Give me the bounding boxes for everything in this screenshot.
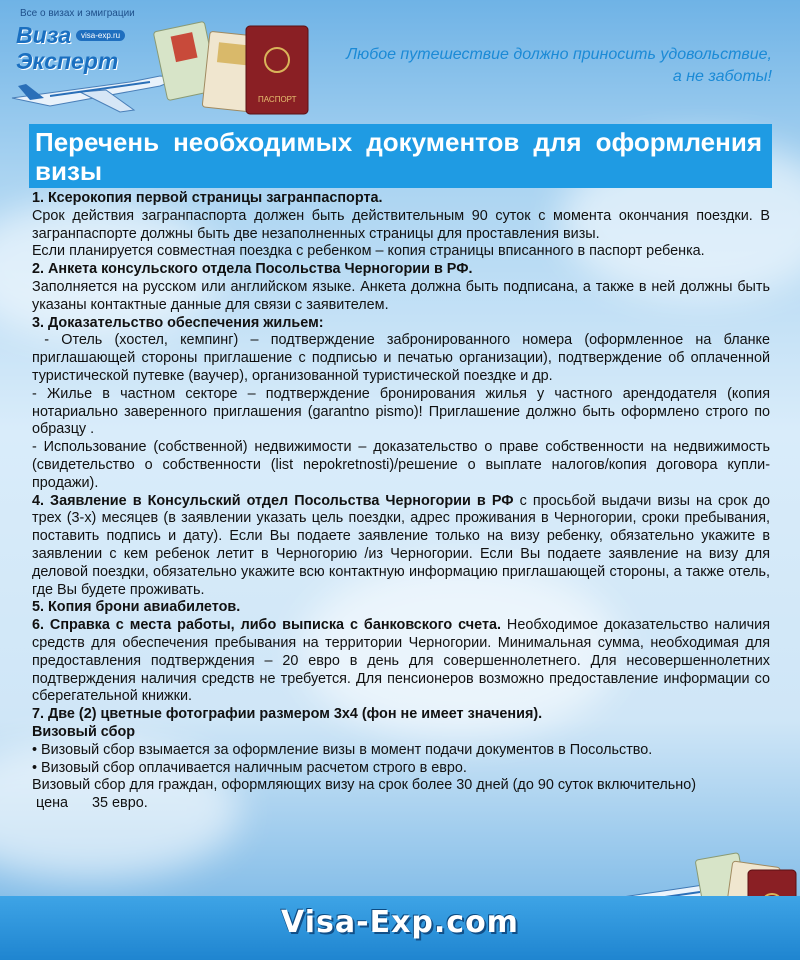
passport-label: ПАСПОРТ [258,95,297,104]
section-3-text-1: - Отель (хостел, кемпинг) – подтверждение забронированного номера (оформленное на бланке приглашающей стороны приглашение с подписью и печатью организации), подтверждение об оплаченной туристической путевке (ваучер), организованной туристической поездке и др. [32,332,775,384]
section-2 [32,261,770,279]
section-3-heading: 3. Доказательство обеспечения жильем: [32,314,324,331]
section-6 [32,617,770,706]
section-1-text-1: Срок действия загранпаспорта должен быть действительным 90 суток с момента окончания поездки. В загранпаспорте должны быть две незаполненных страницы для проставления визы. [32,207,770,242]
page-header [0,0,800,122]
section-1 [32,190,770,208]
visa-fee-bullet-2: • Визовый сбор оплачивается наличным расчетом строго в евро. [32,759,467,776]
page-title: Перечень необходимых документов для оформления визы [35,127,762,186]
logo-word-expert: Эксперт [16,48,119,74]
visa-fee-price [32,795,770,813]
airplane-passports-illustration [10,20,320,120]
footer-brand[interactable]: Visa-Exp.com [281,905,519,940]
visa-fee-text: Визовый сбор для граждан, оформляющих визу на срок более 30 дней (до 90 суток включительно) [32,777,697,794]
logo-url-badge: visa-exp.ru [76,30,125,41]
section-2-text-1: Заполняется на русском или английском языке. Анкета должна быть подписана, а также в ней должны быть указаны контактные данные для связи с заявителем. [32,278,770,313]
airplane-icon [12,76,180,112]
section-2-heading: 2. Анкета консульского отдела Посольства Черногории в РФ. [32,261,473,278]
slogan-line-1: Любое путешествие должно приносить удовольствие, [346,46,772,63]
section-3-text-2: - Жилье в частном секторе – подтверждение бронирования жилья у частного арендодателя (копия нотариально заверенного приглашения (garantno pismo)! Приглашение должно быть оформлено строго по образцу . [32,385,770,438]
section-6-heading: 6. Справка с места работы, либо выписка с банковского счета. [32,617,501,634]
visa-fee-price-value: 35 евро. [92,795,148,812]
page-title-bar [29,124,772,188]
visa-fee-bullet-1: • Визовый сбор взымается за оформление визы в момент подачи документов в Посольство. [32,741,653,758]
section-4-heading: 4. Заявление в Консульский отдел Посольства Черногории в РФ [32,492,514,509]
section-3 [32,315,770,333]
section-5-heading: 5. Копия брони авиабилетов. [32,599,241,616]
section-4 [32,493,770,600]
site-logo[interactable] [10,20,320,120]
visa-fee-section [32,724,770,742]
top-tagline: Все о визах и эмиграции [20,8,135,19]
section-6-text: Необходимое доказательство наличия средств для обеспечения пребывания на территории Черногории. Минимальная сумма, необходимая для предоставления подтверждения – 20 евро в день для совершеннолетнего. Для несовершеннолетних подтверждения наличия средств не требуется. Для пенсионеров возможно предоставление информации со сберегательной книжки. [32,617,770,705]
header-slogan [292,44,772,88]
visa-fee-heading: Визовый сбор [32,723,136,740]
section-7 [32,706,770,724]
section-4-text: с просьбой выдачи визы на срок до трех (3-х) месяцев (в заявлении указать цель поездки, адрес проживания в Черногории, сроки пребывания, поставить подпись и дату). Если Вы подаете заявление только на визу ребенку, обязательно укажите в заявлении с кем ребенок летит в Черногорию /из Черногории. Если Вы подаете заявление на визу для деловой поездки, обязательно укажите всю контактную информацию приглашающей стороны, а также отель, где Вы будете проживать. [32,492,771,598]
section-7-heading: 7. Две (2) цветные фотографии размером 3х4 (фон не имеет значения). [32,706,543,723]
section-1-text-2: Если планируется совместная поездка с ребенком – копия страницы вписанного в паспорт ребенка. [32,243,705,260]
section-1-heading: 1. Ксерокопия первой страницы загранпаспорта. [32,190,383,206]
visa-fee-price-label: цена [32,795,69,812]
section-5 [32,599,770,617]
slogan-line-2: а не заботы! [672,68,772,85]
document-body [32,190,775,813]
logo-word-viza: Виза [16,22,72,48]
section-3-text-3: - Использование (собственной) недвижимости – доказательство о праве собственности на недвижимость (свидетельство о собственности (list nepokretnosti)/решение о выплате налогов/копия договора купли-продажи). [32,439,770,491]
